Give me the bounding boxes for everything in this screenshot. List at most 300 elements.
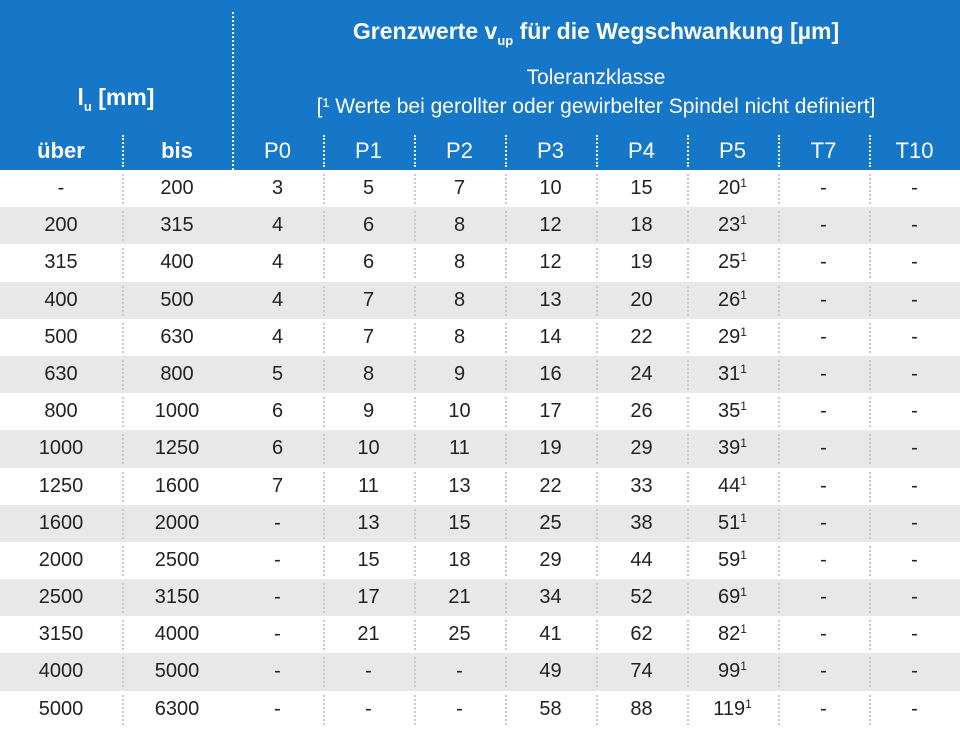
column-header: über (37, 138, 85, 163)
table-cell: 5000 (38, 697, 84, 720)
footnote-marker: 1 (740, 324, 747, 339)
table-body (0, 170, 960, 728)
column-divider (505, 620, 507, 650)
table-cell: $82^1$ (718, 622, 747, 646)
column-divider (778, 434, 780, 464)
column-divider (505, 472, 507, 502)
table-cell: 1600 (154, 474, 200, 497)
table-cell: 12 (539, 251, 562, 274)
footnote-marker: 1 (740, 436, 747, 451)
table-cell: $44^1$ (718, 473, 747, 497)
table-cell: 12 (539, 214, 562, 237)
column-divider (687, 695, 689, 725)
column-divider (122, 546, 124, 576)
column-divider (323, 323, 325, 353)
header-column-divider (869, 135, 871, 167)
table-cell: 17 (357, 586, 380, 609)
column-divider (778, 657, 780, 687)
table-cell: - (274, 660, 281, 683)
column-divider (778, 248, 780, 278)
column-divider (505, 434, 507, 464)
column-divider (687, 472, 689, 502)
table-cell: - (365, 697, 372, 720)
column-divider (869, 323, 871, 353)
table-cell: 13 (539, 288, 562, 311)
table-cell: 2000 (154, 511, 200, 534)
table-cell: 500 (160, 288, 194, 311)
table-cell: - (820, 623, 827, 646)
footnote-marker: 1 (745, 696, 752, 711)
table-cell: 400 (160, 251, 194, 274)
table-cell: - (820, 586, 827, 609)
table-cell: - (820, 325, 827, 348)
table-cell: 400 (44, 288, 78, 311)
footnote-marker: 1 (740, 399, 747, 414)
table-cell: 8 (453, 214, 466, 237)
table-cell: 7 (362, 288, 375, 311)
table-cell: - (820, 362, 827, 385)
table-cell: - (820, 437, 827, 460)
column-divider (505, 360, 507, 390)
table-cell: 29 (630, 437, 653, 460)
table-cell: $20^1$ (718, 176, 747, 199)
table-cell: - (911, 400, 918, 423)
table-cell: 2500 (38, 586, 84, 609)
column-header: P2 (446, 138, 473, 163)
column-divider (122, 472, 124, 502)
column-divider (414, 583, 416, 613)
table-cell: 13 (448, 474, 471, 497)
table-cell: $29^1$ (718, 324, 747, 348)
table-cell: $99^1$ (718, 659, 747, 683)
column-divider (596, 620, 598, 650)
column-divider (596, 509, 598, 539)
column-divider (122, 248, 124, 278)
table-cell: $119^1$ (713, 696, 752, 720)
column-divider (323, 360, 325, 390)
column-divider (687, 323, 689, 353)
column-divider (122, 397, 124, 427)
footnote-marker: 1 (740, 176, 747, 190)
table-cell: 10 (448, 400, 471, 423)
column-divider (414, 546, 416, 576)
column-header: T7 (810, 138, 837, 163)
column-divider (869, 583, 871, 613)
header-column-divider (687, 135, 689, 167)
column-divider (414, 695, 416, 725)
footnote-marker: 1 (740, 659, 747, 674)
table-title (232, 18, 960, 48)
footnote-marker: 1 (740, 473, 747, 488)
table-row (0, 653, 960, 690)
table-cell: 4 (271, 214, 284, 237)
table-row (0, 170, 960, 207)
tolerance-class-label: Toleranzklasse (526, 66, 666, 89)
table-row (0, 393, 960, 430)
column-divider (687, 248, 689, 278)
table-cell: - (911, 548, 918, 571)
column-divider (505, 286, 507, 316)
column-header: bis (161, 138, 193, 163)
table-cell: 4000 (38, 660, 84, 683)
column-divider (869, 472, 871, 502)
table-cell: 800 (160, 362, 194, 385)
column-divider (778, 620, 780, 650)
column-divider (596, 397, 598, 427)
footnote-marker: 1 (740, 585, 747, 600)
table-cell: - (820, 214, 827, 237)
column-divider (323, 397, 325, 427)
table-cell: - (911, 214, 918, 237)
column-divider (596, 472, 598, 502)
table-cell: 5 (362, 177, 375, 199)
column-divider (122, 509, 124, 539)
column-divider (869, 248, 871, 278)
column-divider (596, 211, 598, 241)
table-cell: - (820, 288, 827, 311)
table-cell: - (456, 697, 463, 720)
table-cell: 8 (362, 362, 375, 385)
column-header: T10 (895, 138, 934, 163)
table-cell: - (911, 660, 918, 683)
table-cell: - (274, 548, 281, 571)
table-row (0, 579, 960, 616)
column-divider (778, 174, 780, 204)
table-cell: 3150 (38, 623, 84, 646)
table-row (0, 468, 960, 505)
column-divider (869, 695, 871, 725)
table-cell: 6300 (154, 697, 200, 720)
column-divider (323, 695, 325, 725)
column-divider (414, 657, 416, 687)
column-divider (869, 397, 871, 427)
column-divider (596, 546, 598, 576)
table-cell: 17 (539, 400, 562, 423)
table-cell: 8 (453, 325, 466, 348)
header-column-divider (596, 135, 598, 167)
column-divider (414, 472, 416, 502)
length-label (0, 84, 232, 114)
column-divider (687, 286, 689, 316)
column-divider (687, 211, 689, 241)
table-cell: 8 (453, 251, 466, 274)
column-divider (323, 620, 325, 650)
column-divider (687, 583, 689, 613)
column-divider (596, 286, 598, 316)
title-text-end: für die Wegschwankung [µm] (513, 18, 840, 44)
column-divider (869, 286, 871, 316)
table-cell: 630 (44, 362, 78, 385)
column-divider (778, 583, 780, 613)
table-cell: 41 (539, 623, 562, 646)
column-divider (596, 657, 598, 687)
table-cell: 200 (44, 214, 78, 237)
table-cell: $51^1$ (718, 510, 747, 534)
table-cell: 18 (448, 548, 471, 571)
table-cell: 14 (539, 325, 562, 348)
table-cell: 10 (539, 177, 562, 199)
column-divider (869, 620, 871, 650)
table-cell: - (911, 586, 918, 609)
table-cell: - (911, 437, 918, 460)
column-divider (505, 695, 507, 725)
title-text: Grenzwerte v (352, 18, 498, 44)
table-cell: 62 (630, 623, 653, 646)
header-column-divider (122, 135, 124, 167)
table-cell: 22 (630, 325, 653, 348)
table-cell: - (911, 474, 918, 497)
column-divider (414, 211, 416, 241)
table-row (0, 430, 960, 467)
column-divider (122, 695, 124, 725)
column-divider (414, 248, 416, 278)
table-cell: 4000 (154, 623, 200, 646)
table-row (0, 356, 960, 393)
table-cell: 26 (630, 400, 653, 423)
column-divider (323, 434, 325, 464)
table-cell: - (911, 511, 918, 534)
table-cell: - (365, 660, 372, 683)
table-cell: 3150 (154, 586, 200, 609)
table-cell: 6 (271, 437, 284, 460)
table-cell: 7 (453, 177, 466, 199)
column-divider (414, 286, 416, 316)
column-header: P1 (355, 138, 382, 163)
table-cell: 2500 (154, 548, 200, 571)
table-cell: 1250 (154, 437, 200, 460)
table-cell: 11 (449, 437, 470, 460)
column-divider (687, 657, 689, 687)
table-cell: 88 (630, 697, 653, 720)
column-divider (505, 583, 507, 613)
table-cell: 74 (630, 660, 653, 683)
column-divider (414, 509, 416, 539)
footnote-note: [¹ Werte bei gerollter oder gewirbelter Spindel nicht definiert] (316, 95, 876, 118)
table-cell: 16 (539, 362, 562, 385)
header-column-divider (505, 135, 507, 167)
table-cell: - (911, 288, 918, 311)
column-divider (778, 397, 780, 427)
column-divider (505, 657, 507, 687)
column-divider (687, 509, 689, 539)
column-divider (323, 248, 325, 278)
footnote-marker: 1 (740, 213, 747, 228)
table-cell: 800 (44, 400, 78, 423)
column-divider (596, 323, 598, 353)
length-label-subscript: u (83, 99, 92, 114)
column-divider (122, 323, 124, 353)
column-divider (778, 360, 780, 390)
column-divider (778, 509, 780, 539)
table-cell: 22 (539, 474, 562, 497)
footnote-marker: 1 (740, 287, 747, 302)
table-cell: - (911, 177, 918, 199)
table-cell: 19 (539, 437, 562, 460)
table-cell: $26^1$ (718, 287, 747, 311)
table-cell: - (911, 362, 918, 385)
column-divider (323, 546, 325, 576)
column-divider (778, 695, 780, 725)
table-cell: - (911, 325, 918, 348)
column-divider (505, 323, 507, 353)
table-cell: 9 (453, 362, 466, 385)
column-divider (778, 211, 780, 241)
table-cell: 7 (362, 325, 375, 348)
column-divider (687, 546, 689, 576)
table-cell: 9 (362, 400, 375, 423)
table-row (0, 319, 960, 356)
column-divider (869, 434, 871, 464)
column-divider (122, 286, 124, 316)
table-cell: 5000 (154, 660, 200, 683)
table-cell: 6 (271, 400, 284, 423)
table-cell: 6 (362, 251, 375, 274)
column-divider (323, 211, 325, 241)
column-divider (505, 397, 507, 427)
table-cell: 1000 (38, 437, 84, 460)
footnote-marker: 1 (740, 361, 747, 376)
table-cell: 4 (271, 251, 284, 274)
column-divider (505, 174, 507, 204)
column-divider (778, 472, 780, 502)
table-cell: 630 (160, 325, 194, 348)
table-cell: 4 (271, 288, 284, 311)
table-cell: - (820, 660, 827, 683)
column-divider (122, 211, 124, 241)
footnote-marker: 1 (740, 250, 747, 265)
header-column-divider (778, 135, 780, 167)
table-cell: 315 (44, 251, 78, 274)
column-divider (414, 323, 416, 353)
table-cell: 500 (44, 325, 78, 348)
table-cell: 13 (357, 511, 380, 534)
table-cell: $59^1$ (718, 547, 747, 571)
column-divider (596, 434, 598, 464)
table-cell: $31^1$ (718, 361, 747, 385)
table-cell: 200 (160, 177, 194, 199)
table-cell: 34 (539, 586, 562, 609)
column-divider (323, 286, 325, 316)
column-header: P0 (264, 138, 291, 163)
column-divider (596, 695, 598, 725)
table-cell: - (911, 697, 918, 720)
table-cell: 6 (362, 214, 375, 237)
table-row (0, 505, 960, 542)
table-cell: - (820, 177, 827, 199)
header-column-divider (414, 135, 416, 167)
column-divider (596, 174, 598, 204)
column-divider (414, 174, 416, 204)
table-cell: 38 (630, 511, 653, 534)
table-header (0, 0, 960, 170)
column-divider (122, 657, 124, 687)
column-divider (122, 583, 124, 613)
table-cell: - (820, 511, 827, 534)
table-cell: - (274, 697, 281, 720)
table-row (0, 542, 960, 579)
length-label-unit: [mm] (91, 84, 155, 110)
column-divider (414, 397, 416, 427)
table-cell: 10 (357, 437, 380, 460)
column-divider (505, 546, 507, 576)
table-cell: 15 (357, 548, 380, 571)
table-cell: 15 (630, 177, 653, 199)
column-header: P4 (628, 138, 655, 163)
column-divider (869, 657, 871, 687)
table-cell: - (911, 251, 918, 274)
table-cell: $35^1$ (718, 399, 747, 423)
table-cell: 21 (448, 586, 471, 609)
table-cell: 58 (539, 697, 562, 720)
table-cell: 7 (271, 474, 284, 497)
column-divider (778, 286, 780, 316)
table-row (0, 691, 960, 728)
table-cell: 29 (539, 548, 562, 571)
column-divider (869, 546, 871, 576)
table-cell: 52 (630, 586, 653, 609)
column-divider (505, 248, 507, 278)
table-cell: 1000 (154, 400, 200, 423)
column-divider (869, 360, 871, 390)
column-divider (122, 174, 124, 204)
column-divider (596, 360, 598, 390)
table-cell: - (274, 623, 281, 646)
column-divider (505, 211, 507, 241)
header-column-divider (323, 135, 325, 167)
column-divider (122, 360, 124, 390)
table-cell: 20 (630, 288, 653, 311)
table-cell: 8 (453, 288, 466, 311)
column-divider (869, 211, 871, 241)
table-cell: $69^1$ (718, 585, 747, 609)
table-cell: - (820, 251, 827, 274)
table-cell: 25 (539, 511, 562, 534)
table-cell: 4 (271, 325, 284, 348)
column-divider (687, 174, 689, 204)
table-cell: - (57, 177, 65, 199)
table-cell: $25^1$ (718, 250, 747, 274)
table-cell: $23^1$ (718, 213, 747, 237)
column-divider (323, 174, 325, 204)
table-cell: 21 (357, 623, 380, 646)
table-row (0, 282, 960, 319)
column-divider (596, 248, 598, 278)
table-cell: $39^1$ (718, 436, 747, 460)
table-cell: 315 (160, 214, 194, 237)
column-divider (596, 583, 598, 613)
table-row (0, 207, 960, 244)
table-cell: - (820, 697, 827, 720)
column-divider (323, 472, 325, 502)
column-divider (687, 397, 689, 427)
table-cell: 24 (630, 362, 653, 385)
column-header: P5 (719, 138, 746, 163)
column-divider (414, 620, 416, 650)
table-cell: - (820, 474, 827, 497)
column-divider (687, 434, 689, 464)
column-divider (505, 509, 507, 539)
column-divider (778, 546, 780, 576)
table-cell: - (820, 400, 827, 423)
column-divider (414, 360, 416, 390)
column-divider (122, 434, 124, 464)
table-cell: - (274, 511, 281, 534)
column-divider (323, 509, 325, 539)
length-label-text: l (77, 84, 84, 110)
column-divider (414, 434, 416, 464)
table-cell: - (911, 623, 918, 646)
table-cell: 2000 (38, 548, 84, 571)
